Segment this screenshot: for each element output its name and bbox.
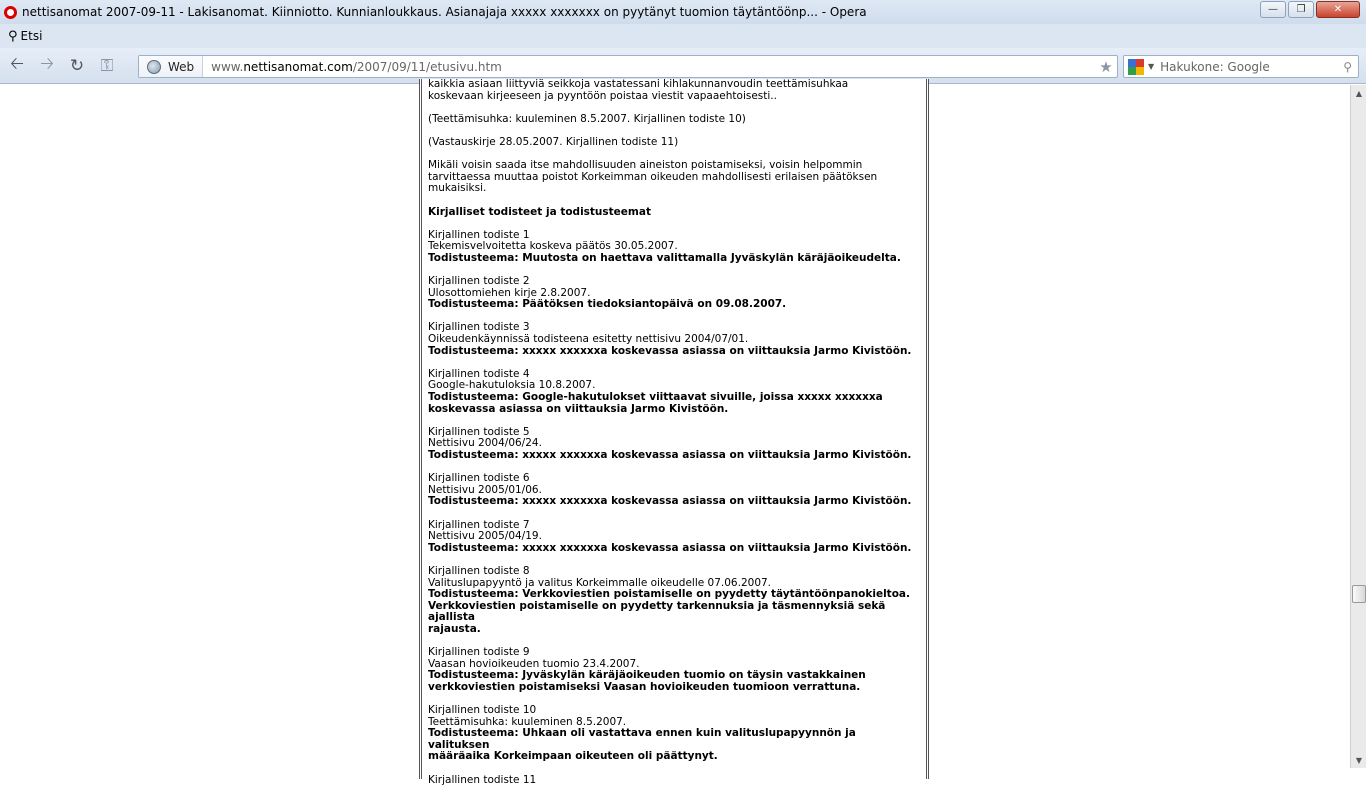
opera-logo-icon xyxy=(4,6,17,19)
evidence-theme: Todistusteema: Päätöksen tiedoksiantopäivä on 09.08.2007. xyxy=(428,298,787,311)
evidence-theme: Todistusteema: Google-hakutulokset viittaavat sivuille, joissa xxxxx xxxxxxa xyxy=(428,391,883,404)
evidence-title: Kirjallinen todiste 2 xyxy=(428,275,530,288)
evidence-desc: Valituslupapyyntö ja valitus Korkeimmalle oikeudelle 07.06.2007. xyxy=(428,576,772,589)
window-titlebar xyxy=(0,0,1366,24)
evidence-desc: Nettisivu 2004/06/24. xyxy=(428,437,542,450)
evidence-theme: Todistusteema: xxxxx xxxxxxa koskevassa asiassa on viittauksia Jarmo Kivistöön. xyxy=(428,344,912,357)
article-column xyxy=(419,78,929,786)
evidence-theme: Todistusteema: xxxxx xxxxxxa koskevassa asiassa on viittauksia Jarmo Kivistöön. xyxy=(428,495,912,508)
forward-arrow-icon[interactable]: 🡢 xyxy=(40,54,54,74)
evidence-title: Kirjallinen todiste 11 xyxy=(428,773,537,786)
url-host: nettisanomat.com xyxy=(243,59,353,74)
address-bar[interactable] xyxy=(138,55,1118,78)
evidence-desc: Oikeudenkäynnissä todisteena esitetty nettisivu 2004/07/01. xyxy=(428,333,749,346)
site-info-label: Web xyxy=(168,59,195,74)
evidence-theme-cont: Verkkoviestien poistamiselle on pyydetty tarkennuksia ja täsmennyksiä sekä ajallista xyxy=(428,599,886,624)
evidence-theme: Todistusteema: Muutosta on haettava valittamalla Jyväskylän käräjäoikeudelta. xyxy=(428,251,901,264)
evidence-theme: Todistusteema: Uhkaan oli vastattava ennen kuin valituslupapyynnön ja valituksen xyxy=(428,727,856,751)
body-line: mukaisiksi. xyxy=(428,182,487,195)
body-line: tarvittaessa muuttaa poistot Korkeimman oikeuden mahdollisesti erilaisen päätöksen xyxy=(428,170,878,183)
url-path: /2007/09/11/etusivu.htm xyxy=(352,59,502,74)
site-info-button[interactable] xyxy=(139,56,203,77)
evidence-item xyxy=(428,473,918,508)
evidence-item xyxy=(428,230,918,265)
evidence-title: Kirjallinen todiste 3 xyxy=(428,321,530,334)
scroll-up-icon[interactable]: ▲ xyxy=(1355,88,1363,98)
magnifier-icon: ⚲ xyxy=(8,28,18,44)
evidence-item xyxy=(428,276,918,311)
evidence-title: Kirjallinen todiste 7 xyxy=(428,518,530,531)
evidence-item xyxy=(428,775,918,787)
note-paragraph: (Teettämisuhka: kuuleminen 8.5.2007. Kirjallinen todiste 10) xyxy=(428,112,746,125)
article-text xyxy=(428,79,918,798)
window-controls xyxy=(1260,1,1360,18)
body-paragraph xyxy=(428,160,918,195)
evidence-title: Kirjallinen todiste 5 xyxy=(428,425,530,438)
vertical-scrollbar[interactable] xyxy=(1350,85,1366,768)
intro-line: koskevaan kirjeeseen ja pyyntöön poistaa viestit vapaaehtoisesti.. xyxy=(428,89,777,102)
evidence-item xyxy=(428,427,918,462)
note-paragraph: (Vastauskirje 28.05.2007. Kirjallinen todiste 11) xyxy=(428,135,679,148)
evidence-desc: Nettisivu 2005/04/19. xyxy=(428,530,542,543)
evidence-title: Kirjallinen todiste 9 xyxy=(428,646,530,659)
evidence-desc: Vaasan hovioikeuden tuomio 23.4.2007. xyxy=(428,657,640,670)
evidence-item xyxy=(428,566,918,636)
evidence-title: Kirjallinen todiste 6 xyxy=(428,472,530,485)
search-menu-label: Etsi xyxy=(20,29,43,43)
search-menu-button[interactable] xyxy=(8,29,42,44)
evidence-title: Kirjallinen todiste 1 xyxy=(428,228,530,241)
search-bar[interactable] xyxy=(1123,55,1359,78)
url-input[interactable] xyxy=(211,60,1095,74)
evidence-theme: Todistusteema: xxxxx xxxxxxa koskevassa asiassa on viittauksia Jarmo Kivistöön. xyxy=(428,541,912,554)
url-prefix: www. xyxy=(211,59,244,74)
globe-icon xyxy=(147,60,161,74)
evidence-desc: Teettämisuhka: kuuleminen 8.5.2007. xyxy=(428,715,627,728)
intro-line: kaikkia asiaan liittyviä seikkoja vastatessani kihlakunnanvoudin teettämisuhkaa xyxy=(428,78,849,90)
page-viewport xyxy=(0,78,1350,786)
evidence-desc: Tekemisvelvoitetta koskeva päätös 30.05.2007. xyxy=(428,240,678,253)
evidence-item xyxy=(428,322,918,357)
minimize-icon[interactable]: — xyxy=(1260,1,1286,18)
evidence-item xyxy=(428,647,918,693)
chevron-down-icon[interactable]: ▼ xyxy=(1148,62,1155,71)
evidence-item xyxy=(428,520,918,555)
evidence-title: Kirjallinen todiste 4 xyxy=(428,367,530,380)
body-line: Mikäli voisin saada itse mahdollisuuden aineiston poistamiseksi, voisin helpommin xyxy=(428,159,863,172)
evidence-desc: Google-hakutuloksia 10.8.2007. xyxy=(428,379,596,392)
evidence-theme-cont: määräaika Korkeimpaan oikeuteen oli päättynyt. xyxy=(428,750,718,763)
close-icon[interactable]: ✕ xyxy=(1316,1,1360,18)
window-title: nettisanomat 2007-09-11 - Lakisanomat. Kiinniotto. Kunnianloukkaus. Asianajaja xxxxx xxxxxxx on pyytänyt tuomion täytäntöönp... - Opera xyxy=(22,5,867,19)
back-arrow-icon[interactable]: 🡠 xyxy=(10,54,24,74)
search-icon[interactable]: ⚲ xyxy=(1343,59,1352,74)
intro-paragraph xyxy=(428,79,918,102)
evidence-theme: Todistusteema: Verkkoviestien poistamiselle on pyydetty täytäntöönpanokieltoa. xyxy=(428,588,910,601)
scroll-thumb[interactable] xyxy=(1352,585,1366,603)
key-icon[interactable]: ⚿ xyxy=(100,55,114,76)
google-icon[interactable] xyxy=(1128,59,1144,75)
reload-icon[interactable]: ↻ xyxy=(69,55,85,76)
star-icon[interactable]: ★ xyxy=(1099,57,1113,76)
evidence-desc: Ulosottomiehen kirje 2.8.2007. xyxy=(428,286,591,299)
evidence-title: Kirjallinen todiste 10 xyxy=(428,704,537,717)
menu-bar xyxy=(0,24,1366,48)
scroll-down-icon[interactable]: ▼ xyxy=(1355,755,1363,765)
evidence-item xyxy=(428,705,918,763)
section-heading: Kirjalliset todisteet ja todistusteemat xyxy=(428,205,651,218)
evidence-desc: Nettisivu 2005/01/06. xyxy=(428,483,542,496)
evidence-theme: Todistusteema: xxxxx xxxxxxa koskevassa asiassa on viittauksia Jarmo Kivistöön. xyxy=(428,449,912,461)
evidence-theme-cont: rajausta. xyxy=(428,622,481,635)
evidence-item xyxy=(428,369,918,415)
evidence-theme: Todistusteema: Jyväskylän käräjäoikeuden tuomio on täysin vastakkainen xyxy=(428,669,866,682)
maximize-icon[interactable]: ❐ xyxy=(1288,1,1314,18)
evidence-theme-cont: koskevassa asiassa on viittauksia Jarmo Kivistöön. xyxy=(428,402,729,415)
search-input[interactable]: Hakukone: Google xyxy=(1160,59,1270,74)
evidence-title: Kirjallinen todiste 8 xyxy=(428,564,530,577)
evidence-theme-cont: verkkoviestien poistamiseksi Vaasan hovioikeuden tuomioon verrattuna. xyxy=(428,680,861,693)
